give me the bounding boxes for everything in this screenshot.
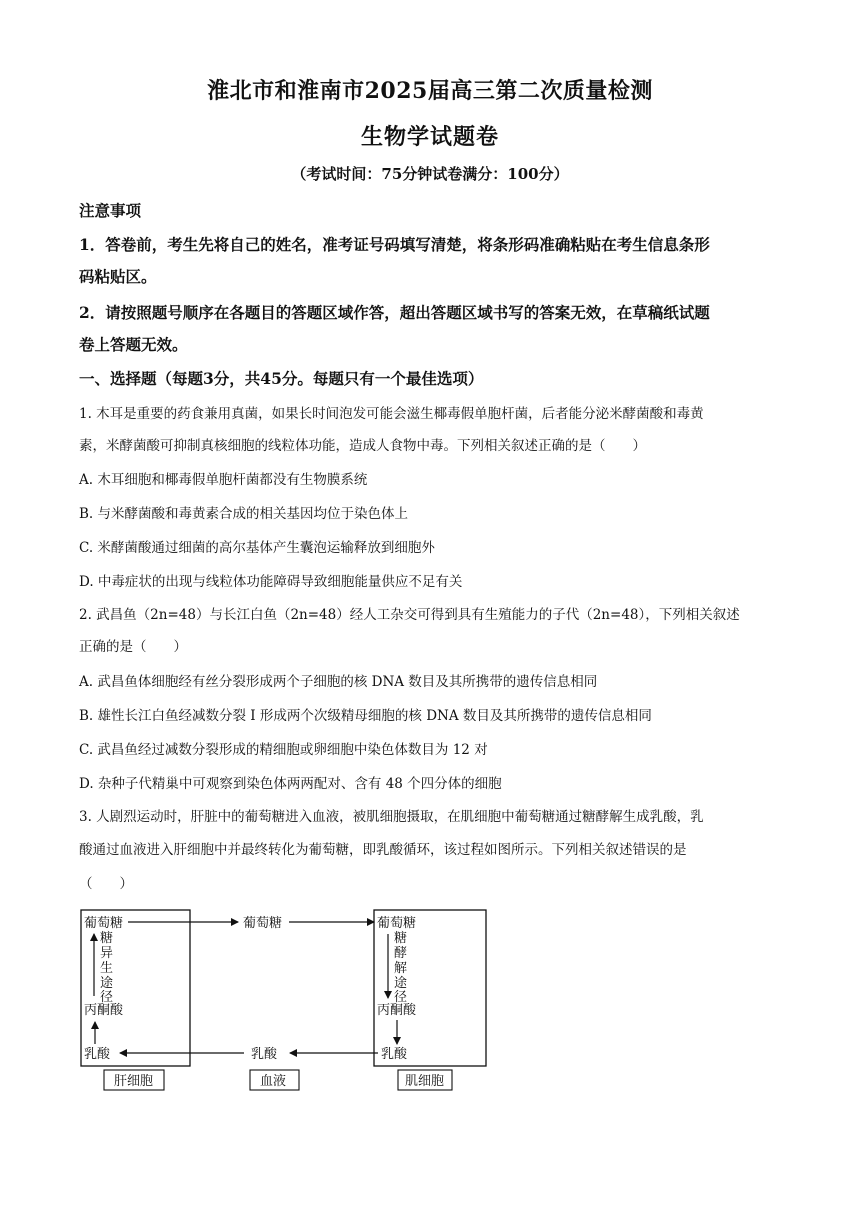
- notice-item-1-line-1: 1．答卷前，考生先将自己的姓名，准考证号码填写清楚，将条形码准确粘贴在考生信息条形: [79, 235, 710, 254]
- blood-lactate: 乳酸: [251, 1047, 278, 1062]
- q2-stem-line-1: 2. 武昌鱼（2n=48）与长江白鱼（2n=48）经人工杂交可得到具有生殖能力的子代（2n=48），下列相关叙述: [79, 607, 740, 623]
- notice-item-1-line-2: 码粘贴区。: [79, 267, 157, 286]
- q3-stem-line-3: （ ）: [79, 876, 133, 892]
- glycolysis-char-2: 酵: [394, 946, 408, 961]
- notice-item-2-line-1: 2．请按照题号顺序在各题目的答题区域作答，超出答题区域书写的答案无效，在草稿纸试题: [79, 303, 710, 322]
- q2-option-c: C. 武昌鱼经过减数分裂形成的精细胞或卵细胞中染色体数目为 12 对: [79, 742, 488, 758]
- exam-title: 淮北市和淮南市2025届高三第二次质量检测: [207, 78, 653, 104]
- muscle-cell-box: [374, 910, 486, 1066]
- liver-lactate: 乳酸: [84, 1047, 111, 1062]
- glycolysis-char-1: 糖: [394, 931, 408, 946]
- notice-heading: 注意事项: [79, 201, 142, 220]
- notice-item-2-line-2: 卷上答题无效。: [79, 335, 188, 354]
- gluconeo-char-1: 糖: [100, 931, 114, 946]
- diagram-svg: [78, 902, 498, 1096]
- q1-option-b: B. 与米酵菌酸和毒黄素合成的相关基因均位于染色体上: [79, 506, 409, 522]
- q2-option-a: A. 武昌鱼体细胞经有丝分裂形成两个子细胞的核 DNA 数目及其所携带的遗传信息相同: [79, 674, 598, 690]
- glycolysis-char-3: 解: [394, 961, 408, 976]
- glycolysis-char-5: 径: [394, 990, 408, 1005]
- liver-pyruvate: 丙酮酸: [84, 1003, 124, 1018]
- gluconeo-char-5: 径: [100, 990, 114, 1005]
- q2-option-d: D. 杂种子代精巢中可观察到染色体两两配对、含有 48 个四分体的细胞: [79, 776, 502, 792]
- blood-label: 血液: [260, 1074, 287, 1089]
- q1-option-c: C. 米酵菌酸通过细菌的高尔基体产生囊泡运输释放到细胞外: [79, 540, 435, 556]
- lactic-acid-cycle-diagram: [78, 902, 498, 1096]
- exam-subject: 生物学试题卷: [360, 124, 499, 150]
- liver-cell-box: [81, 910, 190, 1066]
- q3-stem-line-2: 酸通过血液进入肝细胞中并最终转化为葡萄糖，即乳酸循环，该过程如图所示。下列相关叙述错误的是: [79, 842, 687, 858]
- muscle-pyruvate: 丙酮酸: [377, 1003, 417, 1018]
- q3-stem-line-1: 3. 人剧烈运动时，肝脏中的葡萄糖进入血液，被肌细胞摄取，在肌细胞中葡萄糖通过糖酵解生成乳酸，乳: [79, 809, 704, 825]
- blood-glucose: 葡萄糖: [243, 916, 283, 931]
- muscle-lactate: 乳酸: [381, 1047, 408, 1062]
- gluconeo-char-4: 途: [100, 976, 114, 991]
- section-heading: 一、选择题（每题3分，共45分。每题只有一个最佳选项）: [79, 369, 484, 388]
- exam-info: （考试时间：75分钟试卷满分：100分）: [291, 165, 569, 183]
- q1-stem-line-2: 素，米酵菌酸可抑制真核细胞的线粒体功能，造成人食物中毒。下列相关叙述正确的是（ ）: [79, 438, 646, 454]
- q2-option-b: B. 雄性长江白鱼经减数分裂 I 形成两个次级精母细胞的核 DNA 数目及其所携带的遗传信息相同: [79, 708, 652, 724]
- q2-stem-line-2: 正确的是（ ）: [79, 639, 187, 655]
- q1-stem-line-1: 1. 木耳是重要的药食兼用真菌，如果长时间泡发可能会滋生椰毒假单胞杆菌，后者能分泌米酵菌酸和毒黄: [79, 406, 704, 422]
- muscle-label: 肌细胞: [405, 1074, 445, 1089]
- muscle-glucose: 葡萄糖: [377, 916, 417, 931]
- q1-option-a: A. 木耳细胞和椰毒假单胞杆菌都没有生物膜系统: [79, 472, 368, 488]
- q1-option-d: D. 中毒症状的出现与线粒体功能障碍导致细胞能量供应不足有关: [79, 574, 463, 590]
- glycolysis-char-4: 途: [394, 976, 408, 991]
- gluconeo-char-2: 异: [100, 946, 114, 961]
- liver-label: 肝细胞: [114, 1074, 154, 1089]
- gluconeo-char-3: 生: [100, 961, 114, 976]
- liver-glucose: 葡萄糖: [84, 916, 124, 931]
